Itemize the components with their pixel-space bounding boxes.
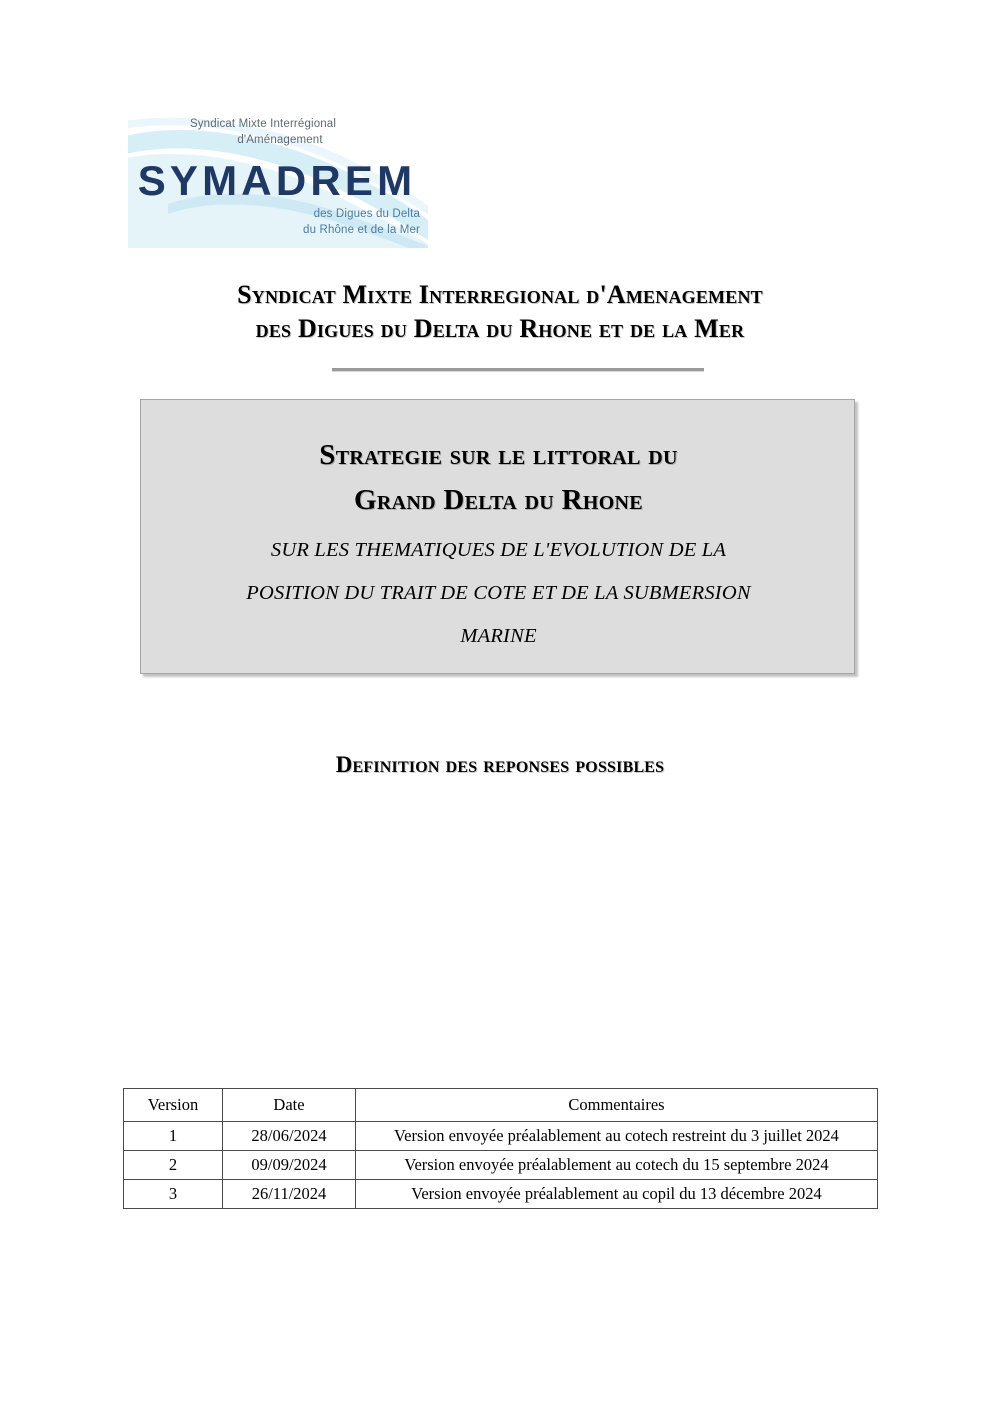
cell-comment: Version envoyée préalablement au cotech du 15 septembre 2024 [356, 1151, 878, 1180]
document-title-box [140, 399, 855, 674]
document-title-line-1: Strategie sur le littoral du [319, 439, 678, 471]
document-subtitle-line-1: SUR LES THEMATIQUES DE L'EVOLUTION DE LA [270, 539, 727, 561]
logo-tagline-line-2: du Rhône et de la Mer [303, 224, 420, 236]
document-subtitle [186, 529, 811, 658]
table-row [124, 1122, 878, 1151]
cell-version: 3 [124, 1180, 223, 1209]
cell-version: 1 [124, 1122, 223, 1151]
section-heading: Definition des reponses possibles [335, 752, 665, 777]
document-title-line-2: Grand Delta du Rhone [354, 484, 643, 516]
cell-date: 09/09/2024 [223, 1151, 356, 1180]
logo-wordmark: SYMADREM [137, 157, 417, 204]
table-header-commentaires: Commentaires [356, 1089, 878, 1122]
version-history-table [123, 1088, 878, 1209]
organization-heading-line-1: Syndicat Mixte Interregional d'Amenagement [237, 280, 763, 309]
table-header-row [124, 1089, 878, 1122]
cell-date: 28/06/2024 [223, 1122, 356, 1151]
logo-top-line-2: d'Aménagement [237, 134, 323, 146]
organization-heading-line-2: des Digues du Delta du Rhone et de la Mer [255, 314, 745, 343]
logo-top-line-1: Syndicat Mixte Interrégional [189, 118, 337, 130]
logo-tagline [188, 206, 420, 238]
cell-comment: Version envoyée préalablement au copil du 13 décembre 2024 [356, 1180, 878, 1209]
table-header-date: Date [223, 1089, 356, 1122]
cell-version: 2 [124, 1151, 223, 1180]
cell-comment: Version envoyée préalablement au cotech restreint du 3 juillet 2024 [356, 1122, 878, 1151]
document-subtitle-line-3: MARINE [460, 625, 537, 647]
table-header-version: Version [124, 1089, 223, 1122]
logo-top-text [128, 116, 398, 148]
table-row [124, 1151, 878, 1180]
cell-date: 26/11/2024 [223, 1180, 356, 1209]
document-subtitle-line-2: POSITION DU TRAIT DE COTE ET DE LA SUBMERSION [246, 582, 751, 604]
organization-heading [120, 278, 880, 346]
logo-tagline-line-1: des Digues du Delta [313, 208, 420, 220]
symadrem-logo [128, 108, 428, 248]
table-row [124, 1180, 878, 1209]
header-divider [332, 368, 704, 372]
document-title [141, 433, 856, 523]
